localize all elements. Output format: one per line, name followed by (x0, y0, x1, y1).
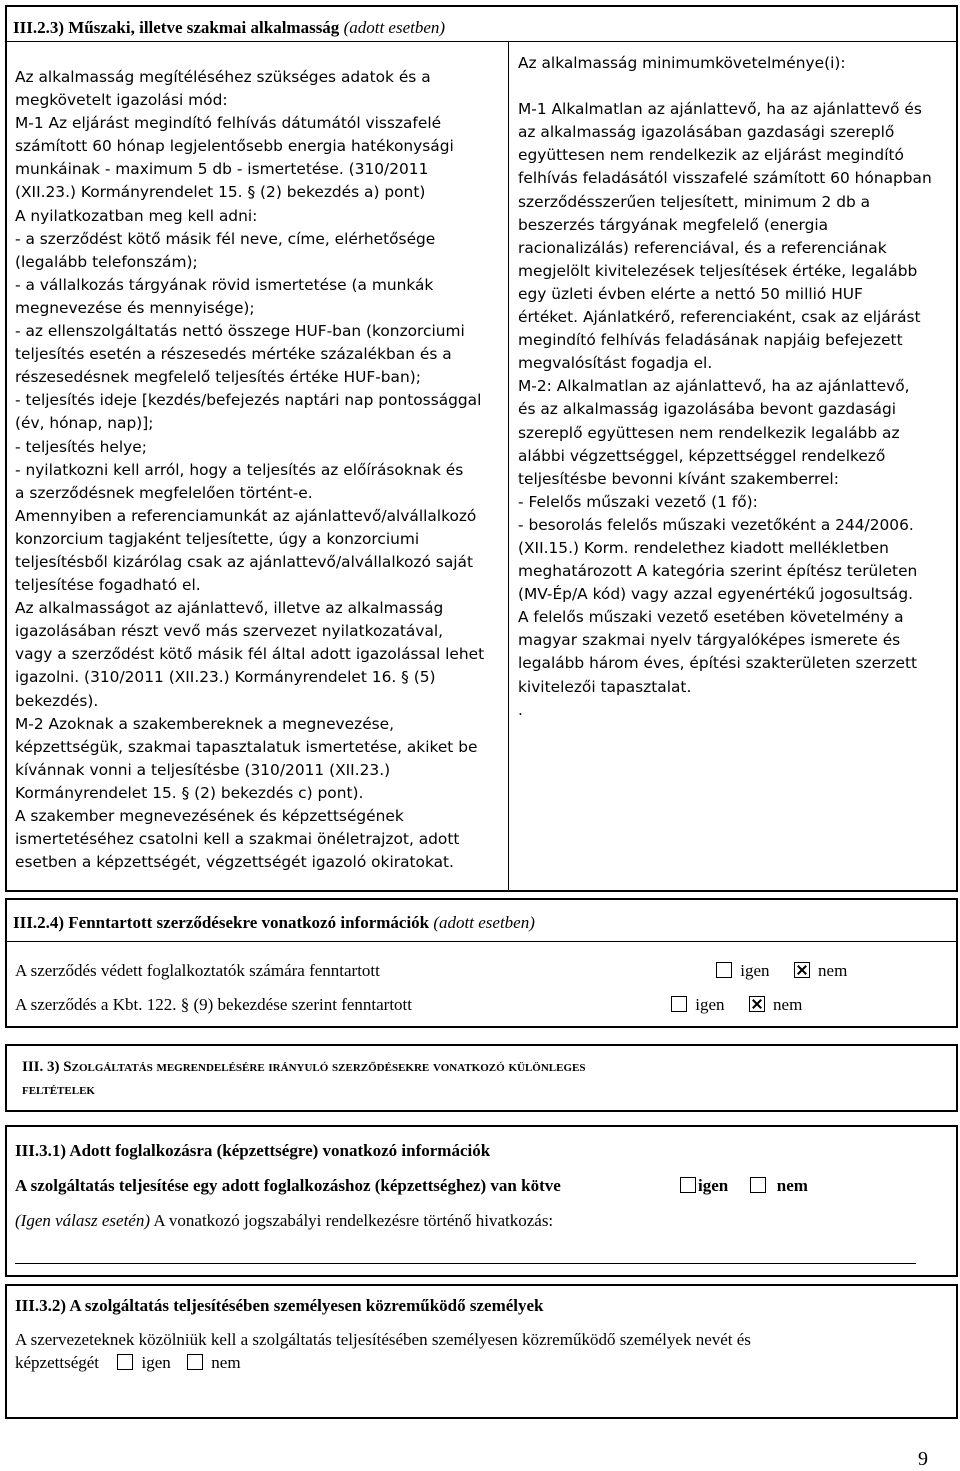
right-col-line: felhívás feladásától visszafelé számított 60 hónapban (518, 169, 932, 188)
occupation-question: A szolgáltatás teljesítése egy adott foglalkozáshoz (képzettséghez) van kötve (15, 1176, 561, 1195)
left-col-line: vagy a szerződést kötő másik fél által adott igazolással lehet (15, 645, 485, 664)
left-col-line: számított 60 hónap legjelentősebb energia hatékonysági (15, 137, 454, 156)
left-col-line: teljesítésből kizárólag csak az ajánlattevő/alvállalkozó saját (15, 552, 473, 571)
left-col-line: Az alkalmasságot az ajánlattevő, illetve az alkalmasság (15, 599, 444, 618)
right-col-line (518, 75, 932, 98)
legal-reference-label: A vonatkozó jogszabályi rendelkezésre történő hivatkozás: (153, 1211, 554, 1230)
reserved-sheltered-yes-label: igen (740, 961, 770, 980)
left-col-line: - teljesítés helye; (15, 437, 147, 456)
right-col-line: kivitelezői tapasztalat. (518, 677, 692, 696)
left-col-line: esetben a képzettségét, végzettségét igazoló okiratokat. (15, 853, 454, 872)
right-col-line: megindító felhívás feladásának napjáig befejezett (518, 331, 903, 350)
occupation-no-label: nem (776, 1176, 808, 1195)
left-col-line: képzettségük, szakmai tapasztalatuk ismertetése, akiket be (15, 737, 478, 756)
section-3-3-1-heading: III.3.1) Adott foglalkozásra (képzettségre) vonatkozó információk (15, 1141, 491, 1160)
left-col-line: A nyilatkozatban meg kell adni: (15, 206, 258, 225)
occupation-no-checkbox[interactable] (750, 1177, 766, 1193)
left-col-line: igazolásában részt vevő más szervezet nyilatkozatával, (15, 622, 444, 641)
right-col-line: az alkalmasság igazolásában gazdasági szereplő (518, 123, 895, 142)
left-col-line: munkáinak - maximum 5 db - ismertetése. (310/2011 (15, 160, 429, 179)
left-col-line: (legalább telefonszám); (15, 252, 198, 271)
reserved-sheltered-no-label: nem (818, 961, 848, 980)
left-col-line: megnevezése és mennyisége); (15, 298, 255, 317)
left-col-line: ismertetéséhez csatolni kell a szakmai önéletrajzot, adott (15, 830, 460, 849)
right-col-line: meghatározott A kategória szerint építész területen (518, 562, 918, 581)
left-col-line: (XII.23.) Kormányrendelet 15. § (2) bekezdés a) pont) (15, 183, 426, 202)
left-col-line: a szerződésnek megfelelően történt-e. (15, 483, 313, 502)
right-col-line: szereplő együttesen nem rendelkezik legalább az (518, 423, 900, 442)
left-col-line: A szakember megnevezésének és képzettségének (15, 807, 404, 825)
personnel-requirement-cont: képzettségét (15, 1353, 100, 1372)
right-col-line: értéket. Ajánlatkérő, referenciaként, csak az eljárást (518, 308, 921, 327)
section-3-3-title-cont: feltételek (22, 1082, 95, 1098)
right-column (518, 52, 932, 722)
section-2-4-heading (13, 911, 535, 934)
left-col-line: Kormányrendelet 15. § (2) bekezdés c) pont). (15, 783, 364, 802)
reserved-kbt-yes-label: igen (695, 995, 725, 1014)
left-col-line: - teljesítés ideje [kezdés/befejezés naptári nap pontossággal (15, 391, 482, 410)
section-3-3-title: Szolgáltatás megrendelésére irányuló szerződésekre vonatkozó különleges (63, 1059, 586, 1075)
personnel-requirement-line: A szervezeteknek közölniük kell a szolgáltatás teljesítésében személyesen közreműködő személyek nevét és (15, 1330, 751, 1349)
left-col-line: - az ellenszolgáltatás nettó összege HUF-ban (konzorciumi (15, 322, 465, 341)
reserved-kbt-options (671, 993, 802, 1016)
legal-reference-condition: (Igen válasz esetén) (15, 1211, 151, 1230)
occupation-yes-label: igen (698, 1176, 729, 1195)
right-col-line: A felelős műszaki vezető esetében követelmény a (518, 608, 904, 627)
left-column (15, 66, 484, 874)
right-col-line: M-1 Alkalmatlan az ajánlattevő, ha az ajánlattevő és (518, 100, 922, 119)
right-col-line: racionalizálás) referenciával, és a referenciának (518, 238, 887, 257)
left-col-line: Az alkalmasság megítéléséhez szükséges adatok és a (15, 68, 431, 86)
right-col-line: beszerzés tárgyának megfelelő (energia (518, 215, 829, 234)
section-2-3-heading-divider (5, 41, 958, 42)
right-col-line: megvalósítást fogadja el. (518, 354, 713, 373)
occupation-options (680, 1174, 808, 1197)
legal-reference-line (15, 1209, 553, 1232)
reserved-sheltered-no-checkbox[interactable] (794, 962, 810, 978)
right-col-line: - Felelős műszaki vezető (1 fő): (518, 492, 758, 511)
right-col-line: teljesítésbe bevonni kívánt szakemberrel: (518, 469, 839, 488)
left-col-line: Amennyiben a referenciamunkát az ajánlattevő/alvállalkozó (15, 506, 477, 525)
section-2-4-divider (5, 941, 958, 942)
left-col-line: M-1 Az eljárást megindító felhívás dátumától visszafelé (15, 114, 442, 133)
occupation-yes-checkbox[interactable] (680, 1177, 696, 1193)
left-col-line: konzorcium tagjaként teljesítette, úgy a konzorciumi (15, 529, 420, 548)
left-col-line: M-2 Azoknak a szakembereknek a megnevezése, (15, 714, 395, 733)
right-col-line: együttesen nem rendelkezik az eljárást megindító (518, 146, 904, 165)
left-col-line: megkövetelt igazolási mód: (15, 91, 228, 110)
personnel-no-checkbox[interactable] (187, 1354, 203, 1370)
section-2-3-heading (13, 16, 445, 39)
personnel-options (15, 1351, 241, 1374)
column-divider (508, 42, 509, 892)
right-col-line: alábbi végzettséggel, képzettséggel rendelkező (518, 446, 886, 465)
right-col-line: (XII.15.) Korm. rendelethez kiadott mellékletben (518, 538, 889, 557)
right-col-line: magyar szakmai nyelv tárgyalóképes ismerete és (518, 631, 901, 650)
right-col-line: Az alkalmasság minimumkövetelménye(i): (518, 54, 846, 72)
left-col-line: igazolni. (310/2011 (XII.23.) Kormányrendelet 16. § (5) (15, 668, 436, 687)
reserved-sheltered-label: A szerződés védett foglalkoztatók számára fenntartott (15, 961, 380, 980)
reserved-kbt-no-checkbox[interactable] (749, 996, 765, 1012)
left-col-line: bekezdés). (15, 691, 99, 710)
right-col-line: legalább három éves, építési szakterületen szerzett (518, 654, 918, 673)
reserved-kbt-yes-checkbox[interactable] (671, 996, 687, 1012)
left-col-line: - a szerződést kötő másik fél neve, címe, elérhetősége (15, 229, 436, 248)
section-2-3-title: III.2.3) Műszaki, illetve szakmai alkalmasság (13, 18, 340, 37)
right-col-line: (MV-Ép/A kód) vagy azzal egyenértékű jogosultság. (518, 585, 914, 604)
section-3-3-heading (22, 1056, 585, 1079)
reserved-kbt-label: A szerződés a Kbt. 122. § (9) bekezdése szerint fenntartott (15, 995, 412, 1014)
left-col-line: teljesítése fogadható el. (15, 576, 201, 595)
left-col-line: - a vállalkozás tárgyának rövid ismertetése (a munkák (15, 275, 434, 294)
left-col-line: kívánnak vonni a teljesítésbe (310/2011 (XII.23.) (15, 760, 391, 779)
left-col-line: - nyilatkozni kell arról, hogy a teljesítés az előírásoknak és (15, 460, 464, 479)
left-col-line: részesedésnek megfelelő teljesítés értéke HUF-ban); (15, 368, 421, 387)
right-col-line: szerződésszerűen teljesített, minimum 2 db a (518, 192, 871, 211)
reserved-sheltered-yes-checkbox[interactable] (716, 962, 732, 978)
legal-reference-input-line[interactable] (15, 1263, 916, 1264)
right-col-line: - besorolás felelős műszaki vezetőként a 244/2006. (518, 515, 914, 534)
right-col-line: megjelölt kivitelezések teljesítések értéke, legalább (518, 261, 918, 280)
section-3-3-number: III. 3) (22, 1059, 60, 1075)
left-col-line: teljesítés esetén a részesedés mértéke százalékban és a (15, 345, 452, 364)
reserved-sheltered-options (716, 959, 847, 982)
right-col-line: M-2: Alkalmatlan az ajánlattevő, ha az ajánlattevő, (518, 377, 910, 396)
personnel-yes-checkbox[interactable] (117, 1354, 133, 1370)
personnel-yes-label: igen (141, 1353, 171, 1372)
personnel-no-label: nem (211, 1353, 241, 1372)
section-2-4-note: (adott esetben) (433, 913, 535, 932)
reserved-kbt-no-label: nem (773, 995, 803, 1014)
right-col-line: és az alkalmasság igazolásába bevont gazdasági (518, 400, 897, 419)
right-col-line: egy üzleti évben elérte a nettó 50 millió HUF (518, 284, 863, 303)
left-col-line: (év, hónap, nap)]; (15, 414, 154, 433)
section-3-3-2-heading: III.3.2) A szolgáltatás teljesítésében személyesen közreműködő személyek (15, 1296, 544, 1315)
right-col-line: . (518, 700, 523, 719)
section-2-3-note: (adott esetben) (343, 18, 446, 37)
page-number: 9 (918, 1448, 928, 1470)
section-2-4-title: III.2.4) Fenntartott szerződésekre vonatkozó információk (13, 913, 430, 932)
